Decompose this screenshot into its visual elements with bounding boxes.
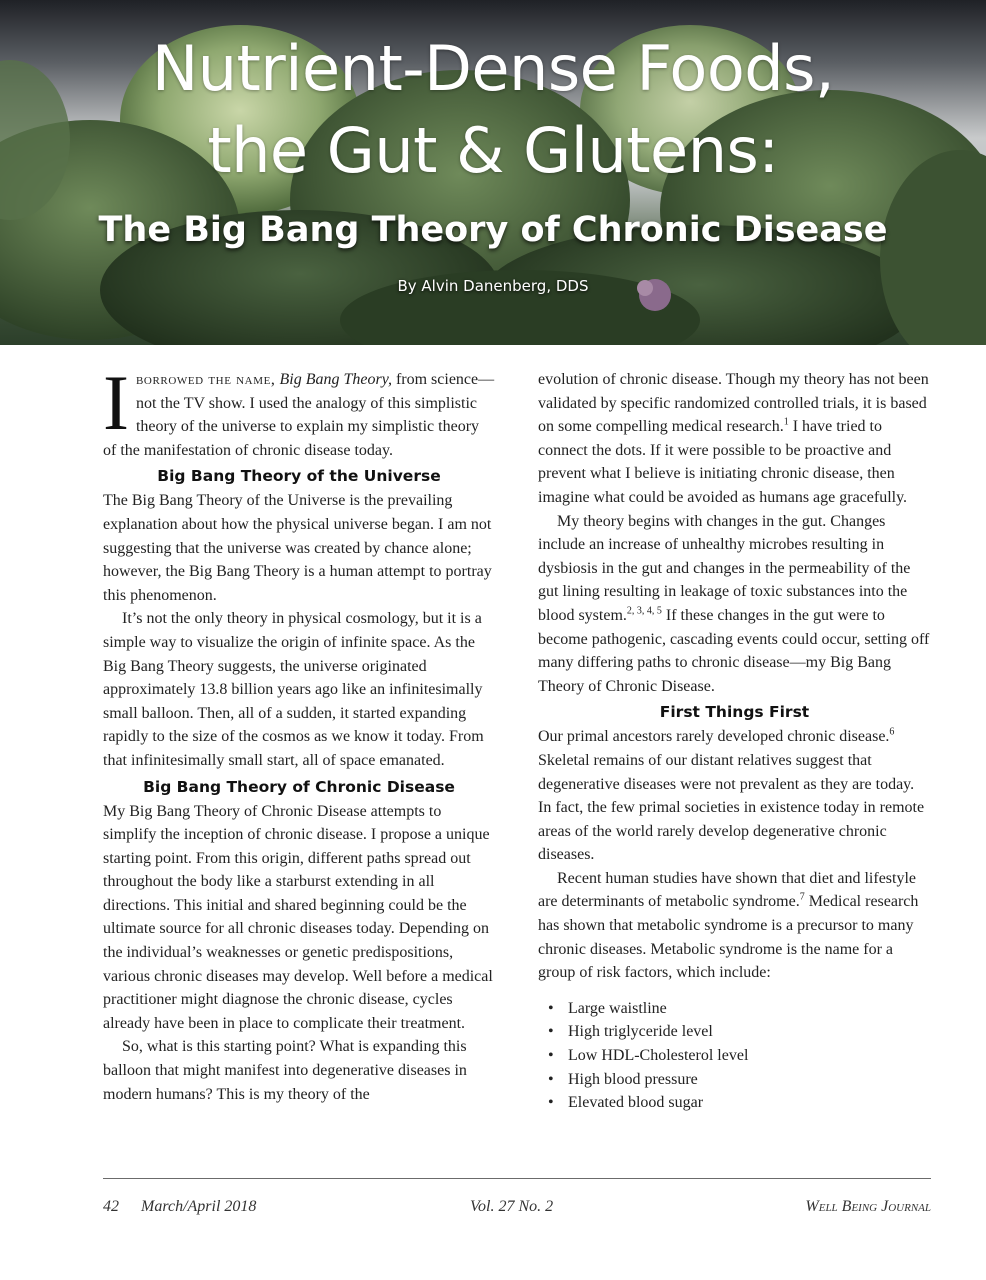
footnote-ref: 6 — [889, 726, 895, 738]
volume-number: Vol. 27 No. 2 — [470, 1198, 554, 1215]
issue-date: March/April 2018 — [141, 1198, 257, 1215]
section-heading-universe: Big Bang Theory of the Universe — [157, 467, 441, 486]
lead-in: borrowed the name, — [135, 371, 276, 388]
universe-paragraph-2: It’s not the only theory in physical cosmology, but it is a simple way to visualize the origin of infinite space. As the Big Bang Theory suggests, the universe originated approximately 13.8 billion years ago like an infinitesimally small balloon. Then, all of a sudden, it started expanding rapidly to the size of the cosmos as we know it today. From that infinitesimally small start, all of space emanated. — [103, 610, 484, 769]
first-things-paragraph-1: Our primal ancestors rarely developed chronic disease.$^6$ Skeletal remains of our distant relatives suggest that degenerative diseases were not prevalent as they are today. In fact, the few primal societies in existence today in remote areas of the world rarely develop degenerative chronic diseases. — [538, 726, 925, 864]
section-heading-first-things: First Things First — [659, 703, 810, 722]
footnote-ref: 1 — [783, 416, 789, 428]
drop-cap: I — [103, 359, 129, 446]
journal-name: Well Being Journal — [805, 1198, 931, 1215]
list-item: • Large waistline — [548, 997, 931, 1021]
section-heading-chronic: Big Bang Theory of Chronic Disease — [143, 777, 455, 796]
byline: By Alvin Danenberg, DDS — [397, 277, 589, 295]
list-item: • High triglyceride level — [548, 1020, 931, 1044]
lead-title: Big Bang Theory, — [279, 371, 392, 388]
right-column — [538, 368, 931, 1115]
subtitle: The Big Bang Theory of Chronic Disease — [98, 210, 888, 250]
page-number: 42 — [103, 1198, 119, 1215]
chronic-paragraph-2-continued: evolution of chronic disease. Though my theory has not been validated by specific randomized controlled trials, it is based on some compelling medical research.$^1$ I have tried to connect the dots. If it were possible to be proactive and prevent what I believe is initiating chronic disease, then imagine what could be avoided as humans age gracefully. — [538, 371, 929, 506]
universe-paragraph-1: The Big Bang Theory of the Universe is the prevailing explanation about how the physical universe began. I am not suggesting that the universe was created by chance alone; however, the Big Bang Theory is a human attempt to portray this phenomenon. — [103, 492, 492, 604]
list-item: • Elevated blood sugar — [548, 1091, 931, 1115]
title-line-2: the Gut & Glutens: — [207, 114, 779, 187]
first-things-paragraph-2: Recent human studies have shown that diet and lifestyle are determinants of metabolic syndrome.$^7$ Medical research has shown that metabolic syndrome is a precursor to many chronic diseases. Metabolic syndrome is the name for a group of risk factors, which include: — [538, 869, 919, 982]
list-item: • High blood pressure — [548, 1068, 931, 1092]
footnote-ref: 7 — [799, 892, 805, 904]
footer-divider — [103, 1178, 931, 1179]
intro-paragraph — [103, 359, 495, 462]
chronic-paragraph-2: So, what is this starting point? What is expanding this balloon that might manifest into degenerative diseases in modern humans? This is my theory of the — [103, 1038, 467, 1103]
title-line-1: Nutrient-Dense Foods, — [151, 32, 835, 105]
intro-text: from science—not the TV show. I used the analogy of this simplistic theory of the universe to explain my simplistic theory of the manifestation of chronic disease today. — [103, 371, 495, 459]
left-column — [103, 359, 495, 1106]
header-banner — [0, 0, 986, 345]
footnote-ref: 2, 3, 4, 5 — [626, 605, 662, 617]
chronic-paragraph-3: My theory begins with changes in the gut. Changes include an increase of unhealthy microbes resulting in dysbiosis in the gut and changes in the permeability of the gut lining resulting in leakage of toxic substances into the blood system.$^{2, 3, 4, 5}$ If these changes in the gut were to become pathogenic, cascading events could occur, setting off many differing paths to chronic disease—my Big Bang Theory of Chronic Disease. — [538, 512, 930, 695]
risk-factor-list — [538, 997, 931, 1115]
list-item: • Low HDL-Cholesterol level — [548, 1044, 931, 1068]
chronic-paragraph-1: My Big Bang Theory of Chronic Disease attempts to simplify the inception of chronic disease. I propose a unique starting point. From this origin, different paths spread out throughout the body like a starburst extending in all directions. This initial and shared beginning could be the ultimate source for all chronic diseases today. Depending on the individual’s weaknesses or genetic predispositions, various chronic diseases may develop. Well before a medical practitioner might diagnose the chronic disease, cycles already have been in place to complicate their treatment. — [103, 802, 493, 1032]
